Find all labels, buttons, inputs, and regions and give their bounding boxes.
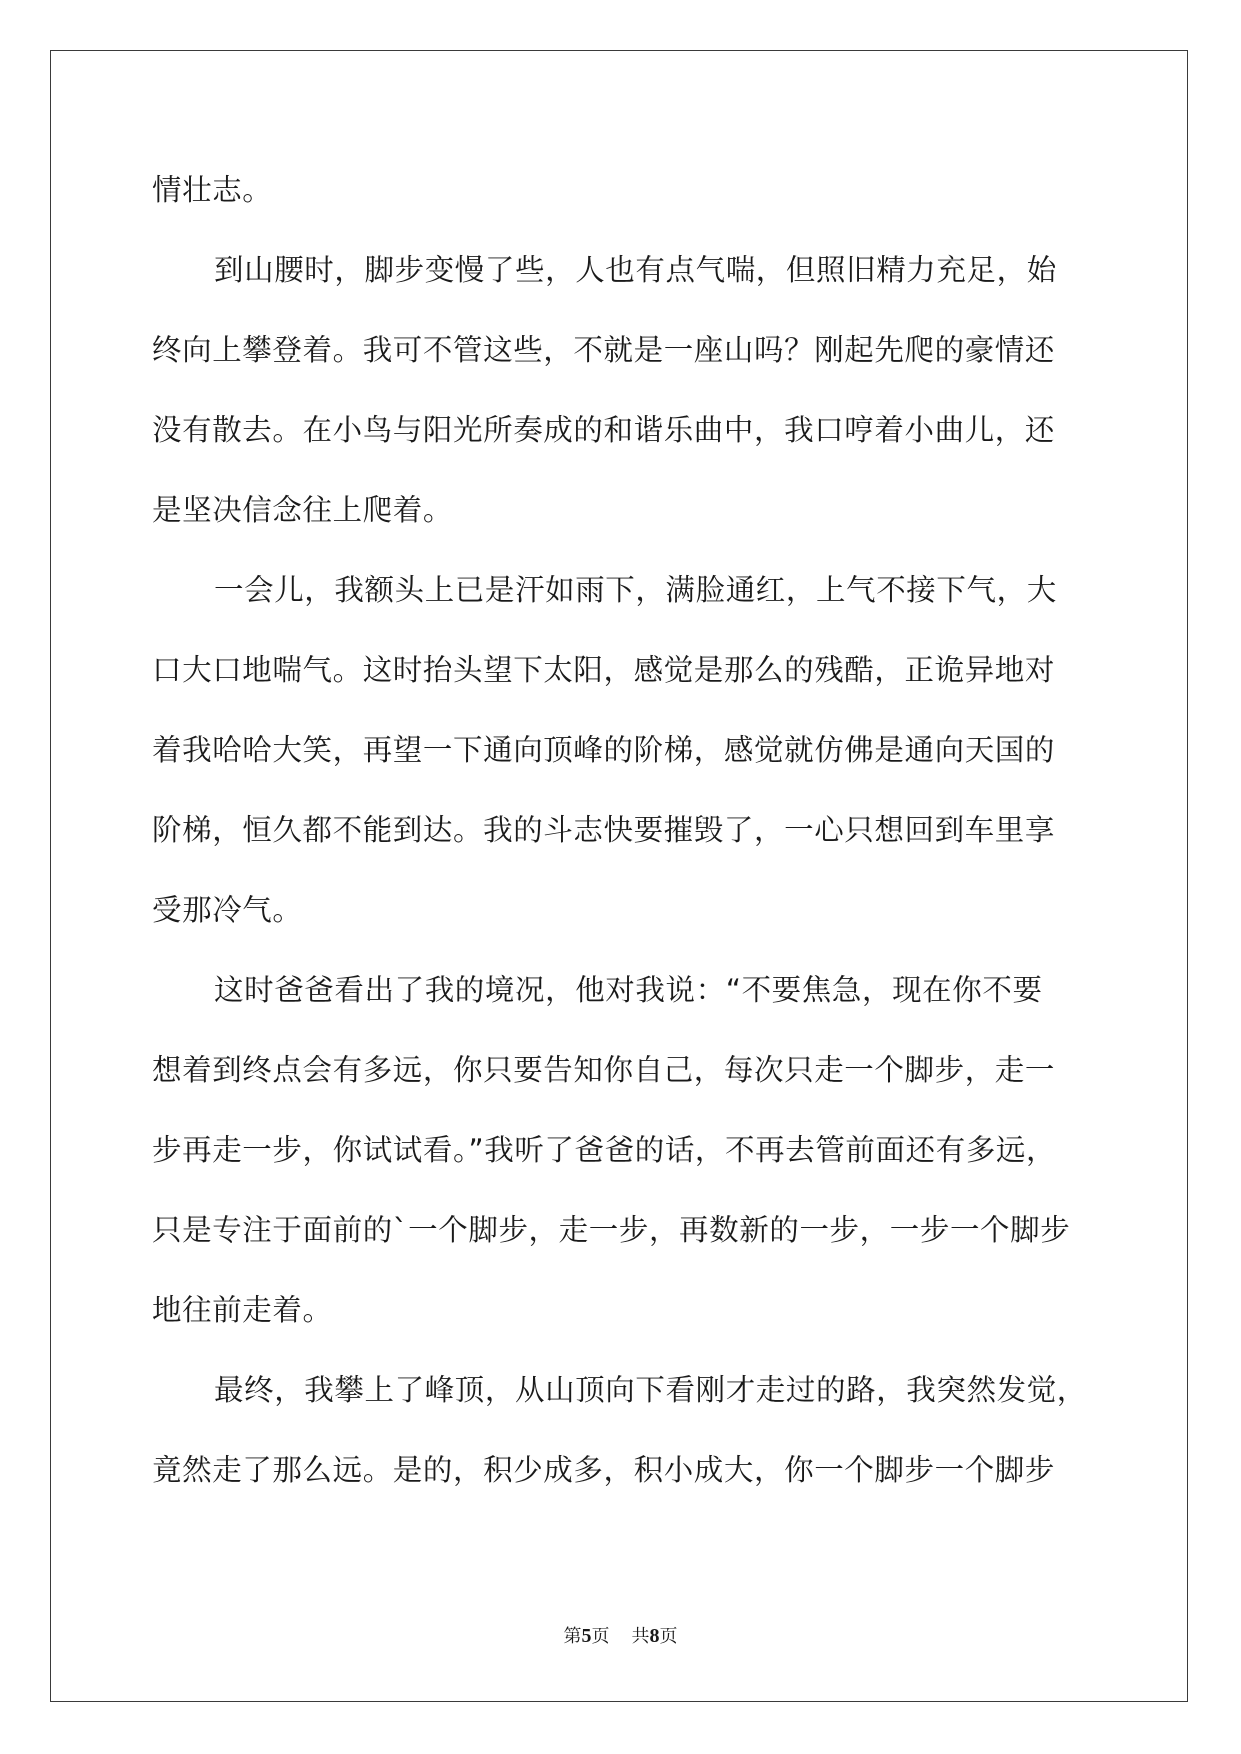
text-line: 是坚决信念往上爬着。 bbox=[152, 493, 454, 527]
text-line: 竟然走了那么远。是的，积少成多，积小成大，你一个脚步一个脚步 bbox=[152, 1453, 1056, 1487]
body-text bbox=[152, 165, 1098, 1525]
text-line: 想着到终点会有多远，你只要告知你自己，每次只走一个脚步，走一 bbox=[152, 1053, 1056, 1087]
page-suffix: 页 bbox=[591, 1626, 610, 1647]
text-line: 到山腰时，脚步变慢了些，人也有点气喘，但照旧精力充足，始 bbox=[214, 253, 1057, 287]
text-line: 受那冷气。 bbox=[152, 893, 303, 927]
text-line: 一会儿，我额头上已是汗如雨下，满脸通红，上气不接下气，大 bbox=[214, 573, 1057, 607]
page-number-footer bbox=[0, 1622, 1241, 1648]
total-suffix: 页 bbox=[659, 1626, 678, 1647]
total-prefix: 共 bbox=[631, 1626, 650, 1647]
text-line: 终向上攀登着。我可不管这些，不就是一座山吗？刚起先爬的豪情还 bbox=[152, 333, 1056, 367]
page-prefix: 第 bbox=[563, 1626, 582, 1647]
text-line: 只是专注于面前的`一个脚步，走一步，再数新的一步，一步一个脚步 bbox=[152, 1213, 1071, 1247]
total-page-number: 8 bbox=[649, 1625, 660, 1647]
text-line: 口大口地喘气。这时抬头望下太阳，感觉是那么的残酷，正诡异地对 bbox=[152, 653, 1056, 687]
text-line: 步再走一步，你试试看。”我听了爸爸的话，不再去管前面还有多远， bbox=[152, 1133, 1057, 1167]
current-page-number: 5 bbox=[581, 1625, 592, 1647]
text-line: 最终，我攀上了峰顶，从山顶向下看刚才走过的路，我突然发觉， bbox=[214, 1373, 1087, 1407]
text-line: 地往前走着。 bbox=[152, 1293, 333, 1327]
text-line: 没有散去。在小鸟与阳光所奏成的和谐乐曲中，我口哼着小曲儿，还 bbox=[152, 413, 1056, 447]
text-line: 这时爸爸看出了我的境况，他对我说：“不要焦急，现在你不要 bbox=[214, 973, 1043, 1007]
text-line: 情壮志。 bbox=[152, 173, 273, 207]
text-line: 着我哈哈大笑，再望一下通向顶峰的阶梯，感觉就仿佛是通向天国的 bbox=[152, 733, 1056, 767]
text-line: 阶梯，恒久都不能到达。我的斗志快要摧毁了，一心只想回到车里享 bbox=[152, 813, 1056, 847]
